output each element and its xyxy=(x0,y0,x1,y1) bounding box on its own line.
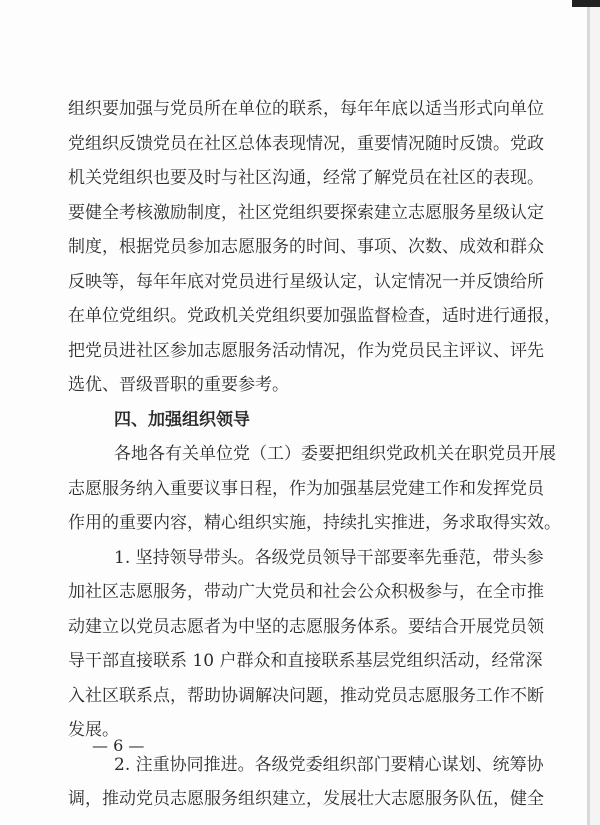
text-line: 反映等，每年年底对党员进行星级认定，认定情况一并反馈给所 xyxy=(68,271,544,292)
text-line: 动建立以党员志愿者为中坚的志愿服务体系。要结合开展党员领 xyxy=(68,616,544,637)
scan-margin xyxy=(590,0,600,825)
text-line: 党组织反馈党员在社区总体表现情况，重要情况随时反馈。党政 xyxy=(68,133,544,154)
text-line: 2. 注重协同推进。各级党委组织部门要精心谋划、统筹协 xyxy=(114,754,544,775)
page-number: — 6 — xyxy=(92,736,145,755)
text-line: 组织要加强与党员所在单位的联系，每年年底以适当形式向单位 xyxy=(68,99,544,119)
scan-corner-mark xyxy=(572,0,600,7)
scan-edge-line xyxy=(587,0,590,825)
text-line: 导干部直接联系 10 户群众和直接联系基层党组织活动，经常深 xyxy=(68,651,543,671)
text-line: 要健全考核激励制度，社区党组织要探索建立志愿服务星级认定 xyxy=(68,202,544,223)
text-line: 选优、晋级晋职的重要参考。 xyxy=(68,375,289,395)
text-line: 在单位党组织。党政机关党组织要加强监督检查，适时进行通报， xyxy=(68,306,561,326)
text-line: 制度，根据党员参加志愿服务的时间、事项、次数、成效和群众 xyxy=(68,237,544,257)
text-line: 志愿服务纳入重要议事日程，作为加强基层党建工作和发挥党员 xyxy=(68,478,544,499)
text-line: 把党员进社区参加志愿服务活动情况，作为党员民主评议、评先 xyxy=(68,340,544,361)
text-line: 作用的重要内容，精心组织实施，持续扎实推进，务求取得实效。 xyxy=(68,513,561,533)
section-heading: 四、加强组织领导 xyxy=(114,409,250,430)
text-line: 入社区联系点，帮助协调解决问题，推动党员志愿服务工作不断 xyxy=(68,685,544,706)
text-line: 加社区志愿服务，带动广大党员和社会公众积极参与，在全市推 xyxy=(68,582,544,602)
text-line: 机关党组织也要及时与社区沟通，经常了解党员在社区的表现。 xyxy=(68,168,544,188)
text-line: 发展。 xyxy=(68,720,119,740)
text-line: 调，推动党员志愿服务组织建立，发展壮大志愿服务队伍，健全 xyxy=(68,789,544,809)
text-line: 各地各有关单位党（工）委要把组织党政机关在职党员开展 xyxy=(114,444,556,464)
text-line: 1. 坚持领导带头。各级党员领导干部要率先垂范，带头参 xyxy=(114,547,544,568)
document-body xyxy=(68,92,561,817)
